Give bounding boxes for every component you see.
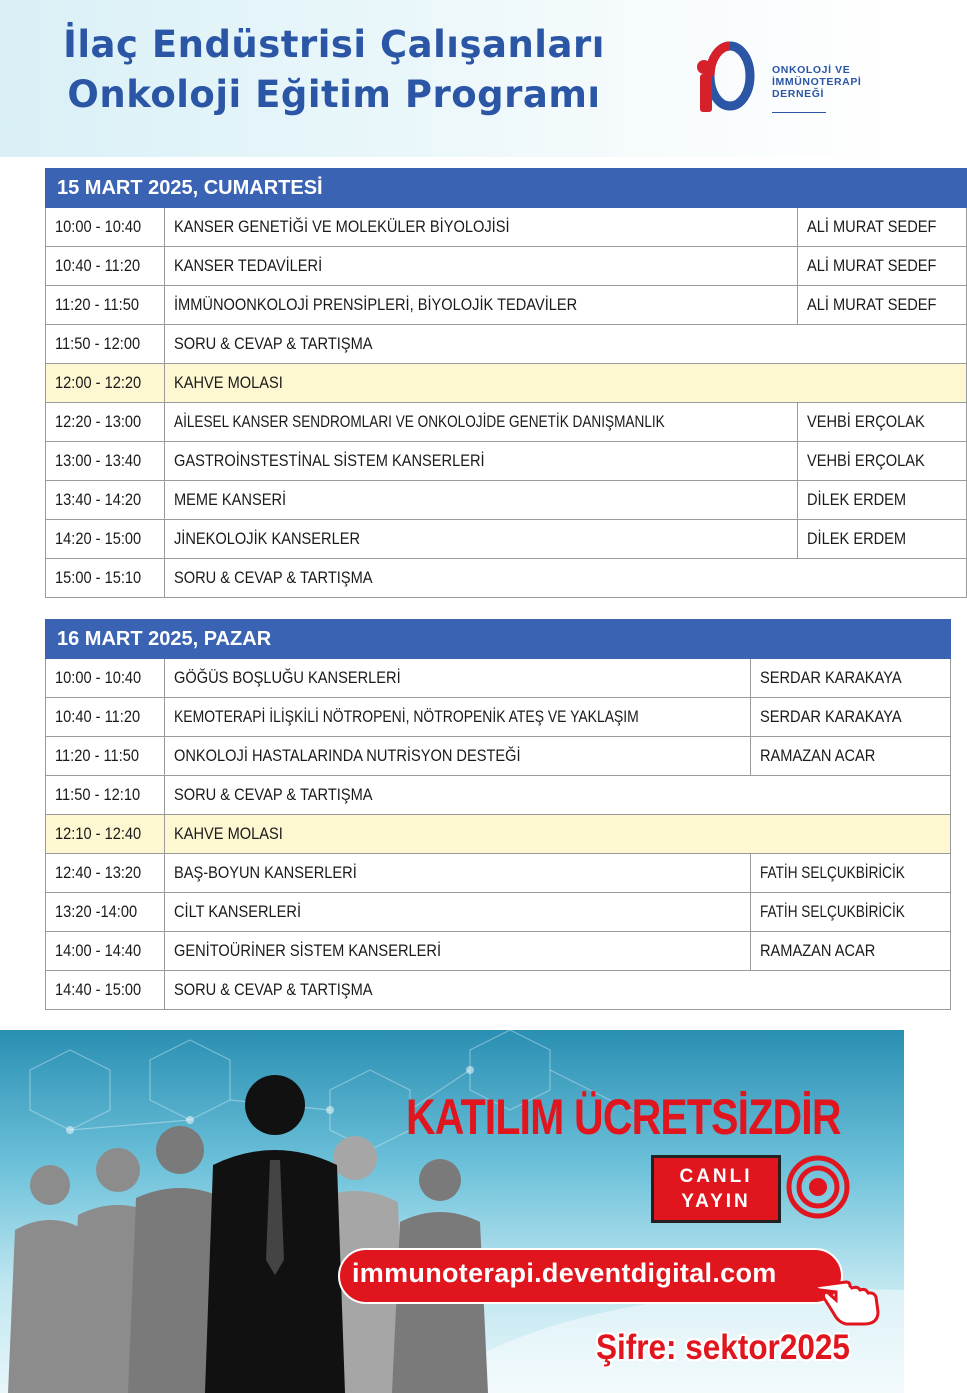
session-speaker: SERDAR KARAKAYA <box>760 707 902 726</box>
live-broadcast-badge <box>651 1155 781 1223</box>
live-broadcast-icon <box>785 1154 851 1220</box>
logo-underline <box>772 112 826 113</box>
session-speaker: VEHBİ ERÇOLAK <box>806 412 925 431</box>
session-time: 11:20 - 11:50 <box>55 295 139 314</box>
table-row <box>46 559 967 598</box>
session-time: 11:50 - 12:10 <box>55 785 141 804</box>
table-row <box>46 481 967 520</box>
session-speaker: DİLEK ERDEM <box>806 529 906 548</box>
table-row <box>46 247 967 286</box>
logo-text-line-2: İMMÜNOTERAPİ <box>772 76 862 88</box>
session-time: 14:40 - 15:00 <box>55 980 142 999</box>
password-text: Şifre: sektor2025 <box>596 1328 850 1367</box>
session-topic: KEMOTERAPİ İLİŞKİLİ NÖTROPENİ, NÖTROPENİK ATEŞ VE YAKLAŞIM <box>174 707 639 726</box>
day-1-heading: 15 MART 2025, CUMARTESİ <box>46 169 967 208</box>
session-time: 11:20 - 11:50 <box>55 746 139 765</box>
header-banner <box>0 0 904 157</box>
logo-text <box>772 64 861 100</box>
session-time: 12:10 - 12:40 <box>55 824 142 843</box>
day-2-heading-row <box>46 620 951 659</box>
table-row <box>46 932 951 971</box>
session-topic: BAŞ-BOYUN KANSERLERİ <box>174 863 358 882</box>
day-1-heading-row <box>46 169 967 208</box>
session-speaker: FATİH SELÇUKBİRİCİK <box>760 863 905 882</box>
session-speaker: ALİ MURAT SEDEF <box>806 295 937 314</box>
pointing-hand-icon <box>806 1266 884 1328</box>
session-speaker: ALİ MURAT SEDEF <box>806 217 937 236</box>
session-time: 10:40 - 11:20 <box>55 707 141 726</box>
logo-text-line-3: DERNEĞİ <box>772 88 825 100</box>
session-speaker: ALİ MURAT SEDEF <box>806 256 937 275</box>
session-topic: KAHVE MOLASI <box>174 373 284 392</box>
session-time: 12:40 - 13:20 <box>55 863 142 882</box>
live-badge-line-2: YAYIN <box>681 1191 751 1212</box>
session-time: 11:50 - 12:00 <box>55 334 141 353</box>
session-topic: KANSER GENETİĞİ VE MOLEKÜLER BİYOLOJİSİ <box>174 217 510 236</box>
session-time: 14:00 - 14:40 <box>55 941 142 960</box>
table-row <box>46 325 967 364</box>
session-time: 10:00 - 10:40 <box>55 217 142 236</box>
session-time: 15:00 - 15:10 <box>55 568 142 587</box>
session-time: 12:00 - 12:20 <box>55 373 142 392</box>
session-topic: JİNEKOLOJİK KANSERLER <box>174 529 361 548</box>
title-line-2: Onkoloji Eğitim Programı <box>67 73 601 116</box>
table-row <box>46 737 951 776</box>
page-title <box>34 20 634 120</box>
session-speaker: RAMAZAN ACAR <box>760 941 876 960</box>
session-time: 10:40 - 11:20 <box>55 256 141 275</box>
title-line-1: İlaç Endüstrisi Çalışanları <box>63 23 605 66</box>
session-time: 14:20 - 15:00 <box>55 529 142 548</box>
coffee-break-row <box>46 364 967 403</box>
session-topic: GENİTOÜRİNER SİSTEM KANSERLERİ <box>174 941 442 960</box>
session-topic: SORU & CEVAP & TARTIŞMA <box>174 568 373 587</box>
session-topic: SORU & CEVAP & TARTIŞMA <box>174 980 373 999</box>
schedule-table-day-1 <box>45 168 967 598</box>
table-row <box>46 520 967 559</box>
footer-banner <box>0 1030 904 1393</box>
event-url-link[interactable]: immunoterapi.deventdigital.com <box>352 1258 777 1288</box>
session-topic: GÖĞÜS BOŞLUĞU KANSERLERİ <box>174 668 401 687</box>
session-speaker: SERDAR KARAKAYA <box>760 668 902 687</box>
table-row <box>46 208 967 247</box>
schedule-table-day-2 <box>45 619 951 1010</box>
table-row <box>46 403 967 442</box>
session-topic: KANSER TEDAVİLERİ <box>174 256 323 275</box>
day-2-heading: 16 MART 2025, PAZAR <box>46 620 951 659</box>
session-speaker: DİLEK ERDEM <box>806 490 906 509</box>
session-topic: İMMÜNOONKOLOJİ PRENSİPLERİ, BİYOLOJİK TEDAVİLER <box>174 295 578 314</box>
session-topic: GASTROİNSTESTİNAL SİSTEM KANSERLERİ <box>174 451 485 470</box>
session-topic: KAHVE MOLASI <box>174 824 284 843</box>
table-row <box>46 442 967 481</box>
session-topic: SORU & CEVAP & TARTIŞMA <box>174 334 373 353</box>
session-time: 12:20 - 13:00 <box>55 412 142 431</box>
coffee-break-row <box>46 815 951 854</box>
session-topic: AİLESEL KANSER SENDROMLARI VE ONKOLOJİDE GENETİK DANIŞMANLIK <box>174 412 665 431</box>
table-row <box>46 893 951 932</box>
logo-text-line-1: ONKOLOJİ VE <box>772 64 851 76</box>
session-topic: CİLT KANSERLERİ <box>174 902 302 921</box>
table-row <box>46 286 967 325</box>
session-topic: SORU & CEVAP & TARTIŞMA <box>174 785 373 804</box>
free-participation-text: KATILIM ÜCRETSİZDİR <box>406 1089 841 1145</box>
table-row <box>46 698 951 737</box>
session-time: 13:20 -14:00 <box>55 902 138 921</box>
session-speaker: FATİH SELÇUKBİRİCİK <box>760 902 905 921</box>
session-time: 10:00 - 10:40 <box>55 668 142 687</box>
table-row <box>46 971 951 1010</box>
session-topic: ONKOLOJİ HASTALARINDA NUTRİSYON DESTEĞİ <box>174 746 521 765</box>
live-badge-line-1: CANLI <box>679 1166 753 1187</box>
session-time: 13:00 - 13:40 <box>55 451 142 470</box>
session-speaker: RAMAZAN ACAR <box>760 746 876 765</box>
table-row <box>46 854 951 893</box>
table-row <box>46 659 951 698</box>
session-time: 13:40 - 14:20 <box>55 490 142 509</box>
session-speaker: VEHBİ ERÇOLAK <box>806 451 925 470</box>
session-topic: MEME KANSERİ <box>174 490 287 509</box>
table-row <box>46 776 951 815</box>
